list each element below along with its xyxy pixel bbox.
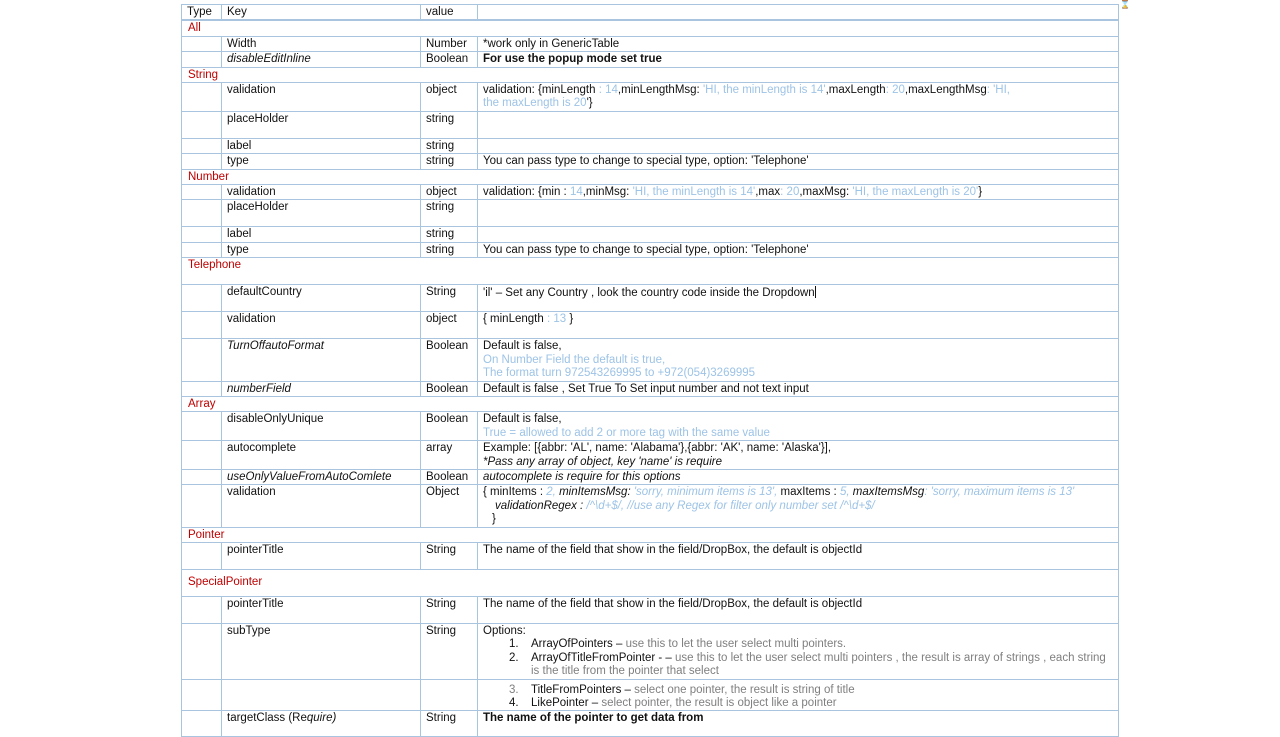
desc-cell — [478, 679, 1119, 711]
header-key: Key — [222, 5, 421, 21]
key-cell: placeHolder — [222, 111, 421, 138]
table-row — [182, 623, 1119, 679]
section-telephone — [182, 258, 1119, 285]
table-row — [182, 312, 1119, 339]
desc-cell: You can pass type to change to special type, option: 'Telephone' — [478, 154, 1119, 169]
table-row — [182, 381, 1119, 396]
type-cell: String — [421, 711, 478, 737]
table-row — [182, 83, 1119, 112]
list-item: 3. TitleFromPointers – select one pointer, the result is string of title — [509, 683, 855, 696]
key-cell: validation — [222, 485, 421, 527]
table-row — [182, 339, 1119, 381]
type-cell: String — [421, 596, 478, 623]
key-cell: TurnOffautoFormat — [222, 339, 421, 381]
section-title: Number — [182, 169, 1119, 184]
type-cell: string — [421, 242, 478, 257]
table-row — [182, 242, 1119, 257]
key-cell: targetClass (Require) — [222, 711, 421, 737]
desc-cell: { minLength : 13 } — [478, 312, 1119, 339]
options-list — [509, 638, 1113, 678]
desc-cell: You can pass type to change to special type, option: 'Telephone' — [478, 242, 1119, 257]
type-cell: Boolean — [421, 381, 478, 396]
key-cell: disableEditInline — [222, 52, 421, 67]
type-cell: Boolean — [421, 339, 478, 381]
key-cell: pointerTitle — [222, 596, 421, 623]
key-cell: defaultCountry — [222, 285, 421, 312]
desc-cell: autocomplete is require for this options — [478, 469, 1119, 484]
desc-cell: Options: 1. ArrayOfPointers – use this to let the user select multi pointers. 2. ArrayOfTitleFromPointer - – use this to let the user select multi pointers , the result is array of strings , each string is the title from the pointer that select — [478, 623, 1119, 679]
desc-cell — [478, 227, 1119, 242]
header-value: value — [421, 5, 478, 21]
type-cell: string — [421, 154, 478, 169]
desc-cell — [478, 111, 1119, 138]
desc-cell: Default is false, True = allowed to add 2 or more tag with the same value — [478, 412, 1119, 441]
list-item: 2. ArrayOfTitleFromPointer - – use this to let the user select multi pointers , the result is array of strings , each string is the title from the pointer that select — [509, 651, 1106, 678]
key-cell: useOnlyValueFromAutoComlete — [222, 469, 421, 484]
section-title: String — [182, 67, 1119, 82]
table-row — [182, 285, 1119, 312]
table-row — [182, 596, 1119, 623]
section-all — [182, 20, 1119, 36]
type-cell: object — [421, 185, 478, 200]
type-cell: Boolean — [421, 52, 478, 67]
section-special-pointer — [182, 569, 1119, 596]
desc-cell: The name of the field that show in the field/DropBox, the default is objectId — [478, 542, 1119, 569]
section-string — [182, 67, 1119, 82]
type-cell: Boolean — [421, 469, 478, 484]
header-row — [182, 5, 1119, 21]
desc-cell: For use the popup mode set true — [478, 52, 1119, 67]
text-cursor — [815, 286, 816, 298]
key-cell: disableOnlyUnique — [222, 412, 421, 441]
desc-cell: 'il' – Set any Country , look the country code inside the Dropdown — [478, 285, 1119, 312]
type-cell: Number — [421, 36, 478, 51]
table-row — [182, 469, 1119, 484]
key-cell: numberField — [222, 381, 421, 396]
key-cell: validation — [222, 83, 421, 112]
key-cell: label — [222, 227, 421, 242]
type-cell: String — [421, 623, 478, 679]
section-title: All — [182, 20, 1119, 36]
section-title: SpecialPointer — [182, 569, 1119, 596]
table-row — [182, 52, 1119, 67]
type-cell: string — [421, 138, 478, 153]
table-row — [182, 200, 1119, 227]
key-cell: type — [222, 154, 421, 169]
type-cell: object — [421, 312, 478, 339]
table-row — [182, 36, 1119, 51]
type-cell: Boolean — [421, 412, 478, 441]
type-cell: array — [421, 441, 478, 470]
desc-cell: validation: {minLength : 14,minLengthMsg: 'HI, the minLength is 14',maxLength: 20,maxLengthMsg: 'HI, the maxLength is 20'} — [478, 83, 1119, 112]
type-cell: String — [421, 285, 478, 312]
corner-mark: ⌛ — [1120, 0, 1130, 9]
table-row — [182, 185, 1119, 200]
key-cell: validation — [222, 185, 421, 200]
key-cell: placeHolder — [222, 200, 421, 227]
type-cell: string — [421, 227, 478, 242]
key-cell: type — [222, 242, 421, 257]
key-cell: autocomplete — [222, 441, 421, 470]
key-cell: pointerTitle — [222, 542, 421, 569]
type-cell: Object — [421, 485, 478, 527]
table-row — [182, 679, 1119, 711]
documentation-table — [181, 4, 1119, 737]
section-title: Telephone — [182, 258, 1119, 285]
table-row — [182, 711, 1119, 737]
table-row — [182, 412, 1119, 441]
table-row — [182, 154, 1119, 169]
table-row — [182, 138, 1119, 153]
desc-cell: Default is false , Set True To Set input number and not text input — [478, 381, 1119, 396]
desc-cell: { minItems : 2, minItemsMsg: 'sorry, minimum items is 13', maxItems : 5, maxItemsMsg: 'sorry, maximum items is 13' validationRegex : /^\d+$/, //use any Regex for filter only number set /^\d+$/ } — [478, 485, 1119, 527]
options-list — [509, 684, 1113, 711]
table-row — [182, 227, 1119, 242]
key-cell: validation — [222, 312, 421, 339]
list-item: 4. LikePointer – select pointer, the result is object like a pointer — [509, 697, 837, 709]
section-title: Pointer — [182, 527, 1119, 542]
table-row — [182, 111, 1119, 138]
table-row — [182, 542, 1119, 569]
type-cell: object — [421, 83, 478, 112]
list-item: 1. ArrayOfPointers – use this to let the user select multi pointers. — [509, 638, 847, 651]
key-cell: label — [222, 138, 421, 153]
section-number — [182, 169, 1119, 184]
desc-cell: Example: [{abbr: 'AL', name: 'Alabama'},{abbr: 'AK', name: 'Alaska'}], *Pass any array of object, key 'name' is require — [478, 441, 1119, 470]
section-pointer — [182, 527, 1119, 542]
header-type: Type — [182, 5, 222, 21]
desc-cell: *work only in GenericTable — [478, 36, 1119, 51]
desc-cell: The name of the pointer to get data from — [478, 711, 1119, 737]
table-row — [182, 485, 1119, 527]
type-cell: string — [421, 111, 478, 138]
desc-cell: validation: {min : 14,minMsg: 'HI, the minLength is 14',max: 20,maxMsg: 'HI, the maxLength is 20'} — [478, 185, 1119, 200]
key-cell: subType — [222, 623, 421, 679]
desc-cell — [478, 200, 1119, 227]
desc-cell: The name of the field that show in the field/DropBox, the default is objectId — [478, 596, 1119, 623]
key-cell: Width — [222, 36, 421, 51]
section-array — [182, 396, 1119, 411]
desc-cell: Default is false, On Number Field the default is true, The format turn 972543269995 to +972(054)3269995 — [478, 339, 1119, 381]
table-row — [182, 441, 1119, 470]
type-cell: string — [421, 200, 478, 227]
header-desc — [478, 5, 1119, 21]
type-cell: String — [421, 542, 478, 569]
section-title: Array — [182, 396, 1119, 411]
desc-cell — [478, 138, 1119, 153]
